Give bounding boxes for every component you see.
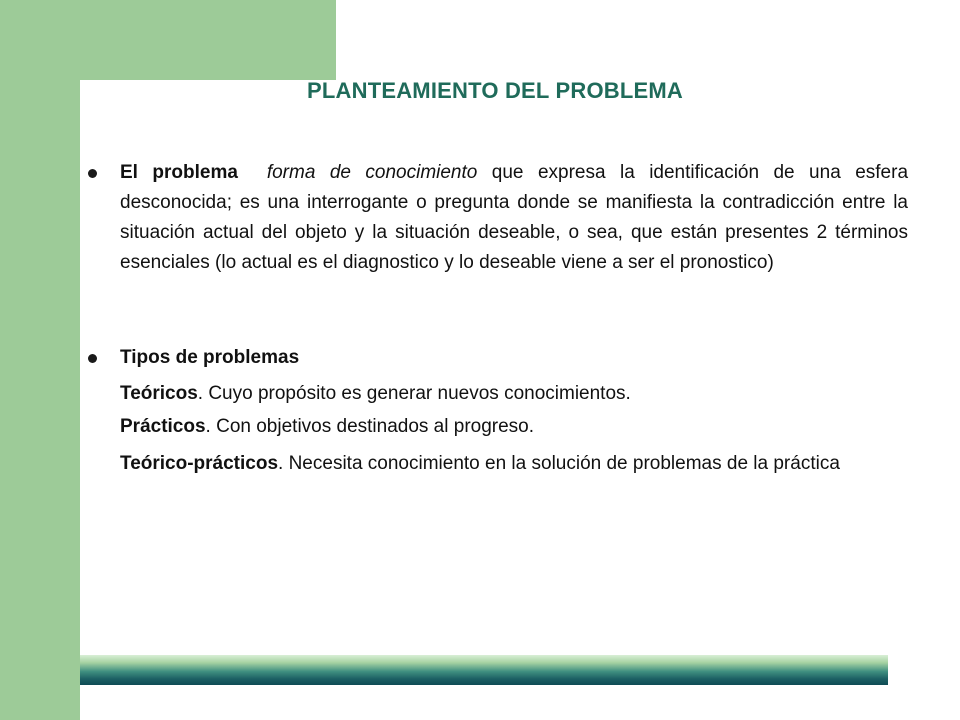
bullet-problem-definition [88,158,908,278]
top-green-band [0,0,336,80]
type-theoretical-practical [120,450,890,478]
type-desc: . Con objetivos destinados al progreso. [205,416,535,437]
problem-definition-text [120,158,908,278]
type-desc: . Cuyo propósito es generar nuevos conocimientos. [197,383,631,404]
type-name: Teórico-prácticos [120,453,279,474]
footer-gradient-bar [80,655,888,685]
slide-title: PLANTEAMIENTO DEL PROBLEMA [307,78,683,103]
left-green-band [0,0,80,720]
problem-italic: forma de conocimiento [266,162,478,183]
problem-types-label: Tipos de problemas [120,347,300,368]
type-practical [120,413,534,441]
bullet-dot-icon [88,169,97,178]
type-desc: . Necesita conocimiento en la solución de problemas de la práctica [278,453,840,474]
type-theoretical [120,380,631,408]
problem-lead: El problema [120,162,238,183]
type-name: Prácticos [120,416,206,437]
type-name: Teóricos [120,383,198,404]
problem-rest: que expresa la identificación de una esfera desconocida; es una interrogante o pregunta donde se manifiesta la contradicción entre la situación actual del objeto y la situación deseable, o sea, que están presentes 2 términos esenciales (lo actual es el diagnostico y lo deseable viene a ser el pronostico) [120,162,909,273]
bullet-problem-types [88,343,908,373]
bullet-dot-icon [88,354,97,363]
